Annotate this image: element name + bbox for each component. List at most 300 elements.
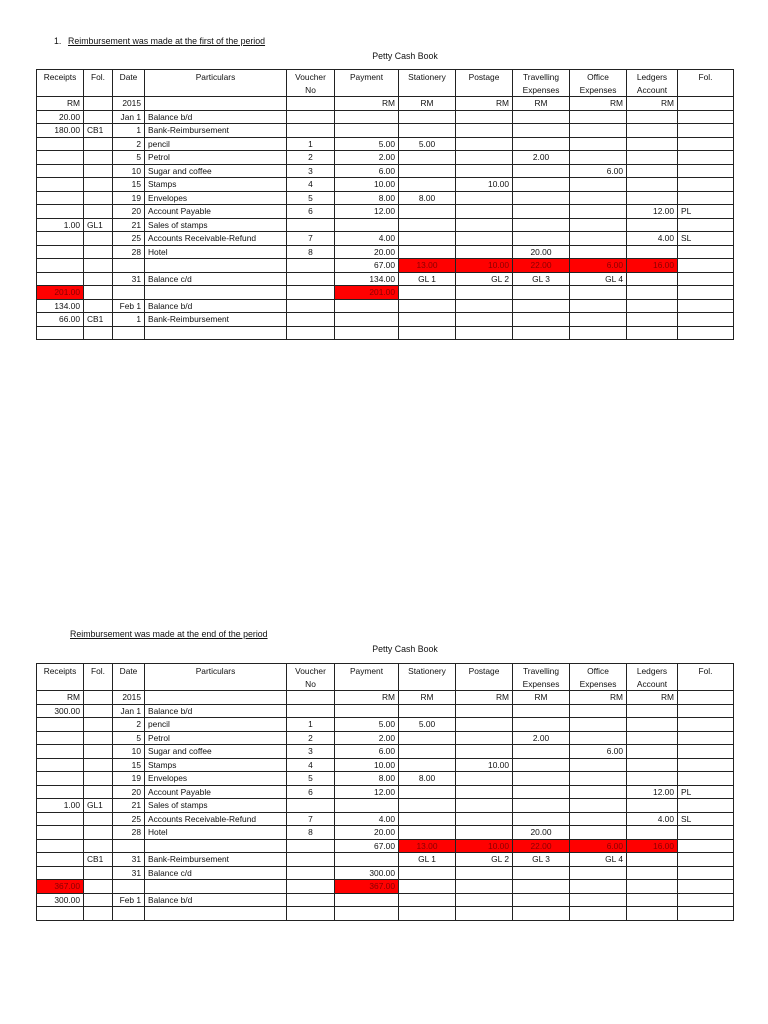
- cell-travelling-expenses: [513, 137, 570, 151]
- cell-payment: 8.00: [335, 191, 399, 205]
- cell-postage: [456, 785, 513, 799]
- cell-date: 21: [113, 218, 145, 232]
- cell-receipts: [37, 866, 84, 880]
- table-row: [37, 164, 734, 178]
- cell-voucher-no: 5: [287, 191, 335, 205]
- section-1-title: Petty Cash Book: [372, 51, 438, 61]
- cell-receipts: 1.00: [37, 218, 84, 232]
- cell-payment: RM: [335, 691, 399, 705]
- cell-particulars: pencil: [145, 137, 287, 151]
- cell-fol: [84, 259, 113, 273]
- cell-date: 19: [113, 772, 145, 786]
- cell-ledgers-account: [627, 124, 678, 138]
- cell-office-expenses: [570, 124, 627, 138]
- table-row: [37, 799, 734, 813]
- header-stationery: Stationery: [399, 70, 456, 97]
- cell-date: 15: [113, 758, 145, 772]
- cell-stationery: [399, 799, 456, 813]
- cell-fol-2: [678, 286, 734, 300]
- cell-date: 25: [113, 232, 145, 246]
- cell-particulars: Bank-Reimbursement: [145, 313, 287, 327]
- cell-fol: [84, 232, 113, 246]
- cell-travelling-expenses: GL 3: [513, 272, 570, 286]
- cell-postage: RM: [456, 97, 513, 111]
- cell-payment: [335, 124, 399, 138]
- cell-date: [113, 286, 145, 300]
- cell-postage: [456, 866, 513, 880]
- cell-stationery: GL 1: [399, 853, 456, 867]
- cell-postage: 10.00: [456, 839, 513, 853]
- cell-payment: 6.00: [335, 164, 399, 178]
- header-office-expenses: Office Expenses: [570, 70, 627, 97]
- cell-postage: [456, 124, 513, 138]
- cell-postage: [456, 893, 513, 907]
- cell-stationery: [399, 731, 456, 745]
- header-travelling-expenses: Travelling Expenses: [513, 70, 570, 97]
- cell-office-expenses: 6.00: [570, 839, 627, 853]
- cell-postage: 10.00: [456, 758, 513, 772]
- cell-fol: [84, 245, 113, 259]
- cell-voucher-no: 4: [287, 178, 335, 192]
- cell-postage: [456, 299, 513, 313]
- cell-voucher-no: 6: [287, 785, 335, 799]
- cell-travelling-expenses: [513, 110, 570, 124]
- petty-cash-table-2: [36, 663, 734, 921]
- cell-fol-2: [678, 164, 734, 178]
- table-row: [37, 853, 734, 867]
- cell-office-expenses: [570, 772, 627, 786]
- cell-payment: [335, 853, 399, 867]
- cell-voucher-no: 7: [287, 812, 335, 826]
- cell-date: 2015: [113, 97, 145, 111]
- header-ledgers-account: Ledgers Account: [627, 664, 678, 691]
- cell-postage: [456, 151, 513, 165]
- cell-particulars: Balance c/d: [145, 272, 287, 286]
- section-1-heading-text: Reimbursement was made at the first of the period: [68, 36, 266, 46]
- cell-payment: [335, 313, 399, 327]
- cell-receipts: 367.00: [37, 880, 84, 894]
- cell-fol-2: PL: [678, 785, 734, 799]
- cell-particulars: [145, 907, 287, 921]
- cell-stationery: 13.00: [399, 259, 456, 273]
- cell-voucher-no: 3: [287, 745, 335, 759]
- cell-office-expenses: [570, 326, 627, 340]
- cell-ledgers-account: [627, 799, 678, 813]
- cell-date: Feb 1: [113, 893, 145, 907]
- cell-ledgers-account: [627, 286, 678, 300]
- table-row: [37, 205, 734, 219]
- cell-fol-2: [678, 259, 734, 273]
- cell-stationery: [399, 205, 456, 219]
- cell-postage: [456, 326, 513, 340]
- cell-ledgers-account: [627, 853, 678, 867]
- cell-stationery: 8.00: [399, 772, 456, 786]
- cell-postage: [456, 313, 513, 327]
- cell-fol: [84, 907, 113, 921]
- table-row: [37, 272, 734, 286]
- table-row: [37, 718, 734, 732]
- cell-travelling-expenses: 20.00: [513, 245, 570, 259]
- cell-receipts: [37, 731, 84, 745]
- cell-receipts: [37, 785, 84, 799]
- cell-office-expenses: [570, 232, 627, 246]
- cell-voucher-no: 7: [287, 232, 335, 246]
- cell-office-expenses: [570, 245, 627, 259]
- table-row: [37, 893, 734, 907]
- table-row: [37, 151, 734, 165]
- cell-office-expenses: [570, 137, 627, 151]
- cell-stationery: [399, 151, 456, 165]
- cell-travelling-expenses: [513, 286, 570, 300]
- table-row: [37, 137, 734, 151]
- cell-date: 10: [113, 745, 145, 759]
- cell-payment: 134.00: [335, 272, 399, 286]
- cell-fol-2: [678, 97, 734, 111]
- cell-particulars: [145, 880, 287, 894]
- header-particulars: Particulars: [145, 664, 287, 691]
- cell-postage: [456, 799, 513, 813]
- cell-fol: [84, 785, 113, 799]
- cell-travelling-expenses: RM: [513, 97, 570, 111]
- cell-travelling-expenses: [513, 907, 570, 921]
- header-date: Date: [113, 664, 145, 691]
- cell-travelling-expenses: [513, 218, 570, 232]
- cell-fol-2: SL: [678, 812, 734, 826]
- cell-postage: [456, 245, 513, 259]
- cell-ledgers-account: [627, 245, 678, 259]
- cell-ledgers-account: [627, 772, 678, 786]
- cell-postage: [456, 232, 513, 246]
- cell-date: Feb 1: [113, 299, 145, 313]
- cell-travelling-expenses: [513, 772, 570, 786]
- cell-payment: 6.00: [335, 745, 399, 759]
- cell-date: 5: [113, 151, 145, 165]
- cell-stationery: [399, 313, 456, 327]
- cell-office-expenses: [570, 110, 627, 124]
- table-row: [37, 745, 734, 759]
- cell-fol: [84, 110, 113, 124]
- cell-receipts: 134.00: [37, 299, 84, 313]
- cell-travelling-expenses: [513, 866, 570, 880]
- cell-postage: [456, 745, 513, 759]
- cell-travelling-expenses: [513, 164, 570, 178]
- cell-receipts: 201.00: [37, 286, 84, 300]
- cell-travelling-expenses: [513, 124, 570, 138]
- cell-particulars: Balance b/d: [145, 110, 287, 124]
- table-row: [37, 299, 734, 313]
- cell-postage: [456, 704, 513, 718]
- cell-receipts: 1.00: [37, 799, 84, 813]
- cell-date: [113, 259, 145, 273]
- cell-travelling-expenses: RM: [513, 691, 570, 705]
- cell-fol: CB1: [84, 124, 113, 138]
- header-receipts: Receipts: [37, 664, 84, 691]
- cell-postage: [456, 137, 513, 151]
- cell-particulars: [145, 286, 287, 300]
- section-2-heading: [70, 629, 268, 639]
- cell-payment: RM: [335, 97, 399, 111]
- cell-date: 20: [113, 205, 145, 219]
- cell-fol: [84, 704, 113, 718]
- cell-fol-2: [678, 799, 734, 813]
- cell-voucher-no: 8: [287, 245, 335, 259]
- header-ledgers-account: Ledgers Account: [627, 70, 678, 97]
- cell-voucher-no: [287, 313, 335, 327]
- cell-date: 31: [113, 866, 145, 880]
- cell-particulars: Stamps: [145, 178, 287, 192]
- cell-particulars: pencil: [145, 718, 287, 732]
- cell-ledgers-account: 4.00: [627, 812, 678, 826]
- cell-date: 2015: [113, 691, 145, 705]
- cell-payment: [335, 218, 399, 232]
- cell-office-expenses: [570, 299, 627, 313]
- cell-receipts: [37, 205, 84, 219]
- table-row: [37, 826, 734, 840]
- table-row: [37, 866, 734, 880]
- cell-fol: [84, 893, 113, 907]
- cell-payment: 8.00: [335, 772, 399, 786]
- cell-particulars: [145, 97, 287, 111]
- cell-voucher-no: [287, 124, 335, 138]
- cell-fol-2: [678, 880, 734, 894]
- table-row: [37, 218, 734, 232]
- header-postage: Postage: [456, 664, 513, 691]
- cell-particulars: [145, 326, 287, 340]
- cell-fol-2: [678, 704, 734, 718]
- table-row: [37, 232, 734, 246]
- cell-payment: [335, 110, 399, 124]
- cell-particulars: Hotel: [145, 245, 287, 259]
- cell-receipts: [37, 137, 84, 151]
- cell-receipts: [37, 826, 84, 840]
- cell-fol: [84, 286, 113, 300]
- cell-fol: [84, 758, 113, 772]
- cell-particulars: Account Payable: [145, 205, 287, 219]
- cell-postage: RM: [456, 691, 513, 705]
- cell-travelling-expenses: 2.00: [513, 151, 570, 165]
- table-row: [37, 326, 734, 340]
- cell-receipts: [37, 232, 84, 246]
- cell-postage: [456, 286, 513, 300]
- cell-stationery: [399, 826, 456, 840]
- cell-particulars: Bank-Reimbursement: [145, 853, 287, 867]
- cell-voucher-no: [287, 272, 335, 286]
- cell-payment: 201.00: [335, 286, 399, 300]
- cell-particulars: Petrol: [145, 731, 287, 745]
- cell-fol: [84, 137, 113, 151]
- cell-fol-2: [678, 691, 734, 705]
- cell-voucher-no: [287, 704, 335, 718]
- table-row: [37, 812, 734, 826]
- cell-stationery: RM: [399, 691, 456, 705]
- cell-postage: [456, 110, 513, 124]
- cell-payment: 4.00: [335, 232, 399, 246]
- cell-ledgers-account: RM: [627, 691, 678, 705]
- cell-fol-2: [678, 272, 734, 286]
- cell-date: 20: [113, 785, 145, 799]
- header-travelling-expenses: Travelling Expenses: [513, 664, 570, 691]
- cell-ledgers-account: [627, 313, 678, 327]
- table-row: [37, 839, 734, 853]
- cell-receipts: [37, 907, 84, 921]
- table-row: [37, 691, 734, 705]
- cell-fol: [84, 205, 113, 219]
- cell-fol: [84, 164, 113, 178]
- cell-fol: [84, 731, 113, 745]
- cell-payment: 2.00: [335, 151, 399, 165]
- cell-payment: 367.00: [335, 880, 399, 894]
- cell-date: 31: [113, 853, 145, 867]
- cell-postage: GL 2: [456, 272, 513, 286]
- cell-stationery: [399, 880, 456, 894]
- cell-date: Jan 1: [113, 704, 145, 718]
- cell-stationery: 5.00: [399, 137, 456, 151]
- cell-fol-2: [678, 866, 734, 880]
- header-row: [37, 70, 734, 97]
- cell-fol-2: [678, 731, 734, 745]
- header-fol-2: Fol.: [678, 664, 734, 691]
- cell-fol: [84, 880, 113, 894]
- cell-postage: 10.00: [456, 259, 513, 273]
- cell-voucher-no: [287, 839, 335, 853]
- cell-postage: [456, 191, 513, 205]
- cell-payment: [335, 299, 399, 313]
- cell-ledgers-account: [627, 110, 678, 124]
- cell-travelling-expenses: [513, 178, 570, 192]
- cell-office-expenses: [570, 826, 627, 840]
- cell-particulars: Balance b/d: [145, 893, 287, 907]
- cell-fol-2: [678, 326, 734, 340]
- cell-ledgers-account: [627, 758, 678, 772]
- cell-office-expenses: [570, 313, 627, 327]
- cell-postage: [456, 880, 513, 894]
- cell-office-expenses: [570, 731, 627, 745]
- cell-voucher-no: 5: [287, 772, 335, 786]
- cell-stationery: 5.00: [399, 718, 456, 732]
- cell-receipts: [37, 272, 84, 286]
- cell-postage: GL 2: [456, 853, 513, 867]
- cell-receipts: [37, 853, 84, 867]
- cell-office-expenses: GL 4: [570, 272, 627, 286]
- cell-payment: 12.00: [335, 205, 399, 219]
- table-row: [37, 124, 734, 138]
- cell-stationery: [399, 704, 456, 718]
- cell-fol: [84, 326, 113, 340]
- cell-receipts: [37, 178, 84, 192]
- cell-fol-2: [678, 299, 734, 313]
- cell-voucher-no: 6: [287, 205, 335, 219]
- cell-voucher-no: 3: [287, 164, 335, 178]
- cell-travelling-expenses: [513, 205, 570, 219]
- cell-voucher-no: [287, 880, 335, 894]
- cell-fol: GL1: [84, 218, 113, 232]
- cell-office-expenses: [570, 704, 627, 718]
- cell-date: 1: [113, 313, 145, 327]
- cell-voucher-no: [287, 799, 335, 813]
- cell-receipts: 20.00: [37, 110, 84, 124]
- cell-ledgers-account: RM: [627, 97, 678, 111]
- cell-travelling-expenses: 20.00: [513, 826, 570, 840]
- cell-travelling-expenses: 22.00: [513, 839, 570, 853]
- cell-date: [113, 907, 145, 921]
- cell-voucher-no: [287, 326, 335, 340]
- cell-voucher-no: [287, 691, 335, 705]
- cell-fol: [84, 718, 113, 732]
- cell-voucher-no: 1: [287, 718, 335, 732]
- cell-stationery: [399, 245, 456, 259]
- cell-ledgers-account: [627, 826, 678, 840]
- table-row: [37, 758, 734, 772]
- cell-stationery: [399, 866, 456, 880]
- cell-particulars: Bank-Reimbursement: [145, 124, 287, 138]
- header-office-expenses: Office Expenses: [570, 664, 627, 691]
- cell-voucher-no: 8: [287, 826, 335, 840]
- cell-fol: [84, 866, 113, 880]
- cell-postage: [456, 826, 513, 840]
- cell-office-expenses: GL 4: [570, 853, 627, 867]
- cell-fol-2: [678, 124, 734, 138]
- cell-fol-2: [678, 893, 734, 907]
- cell-office-expenses: RM: [570, 691, 627, 705]
- cell-fol-2: [678, 907, 734, 921]
- cell-date: 2: [113, 718, 145, 732]
- cell-postage: [456, 718, 513, 732]
- cell-date: [113, 880, 145, 894]
- cell-stationery: [399, 110, 456, 124]
- cell-voucher-no: [287, 299, 335, 313]
- table-row: [37, 178, 734, 192]
- cell-particulars: Sales of stamps: [145, 218, 287, 232]
- cell-voucher-no: 2: [287, 731, 335, 745]
- cell-fol: CB1: [84, 853, 113, 867]
- cell-fol-2: [678, 313, 734, 327]
- cell-office-expenses: 6.00: [570, 259, 627, 273]
- cell-ledgers-account: [627, 164, 678, 178]
- cell-postage: [456, 218, 513, 232]
- cell-receipts: [37, 191, 84, 205]
- cell-voucher-no: 2: [287, 151, 335, 165]
- cell-date: 21: [113, 799, 145, 813]
- cell-postage: [456, 772, 513, 786]
- cell-fol-2: [678, 758, 734, 772]
- cell-office-expenses: [570, 286, 627, 300]
- cell-receipts: [37, 812, 84, 826]
- cell-stationery: 13.00: [399, 839, 456, 853]
- cell-voucher-no: [287, 259, 335, 273]
- cell-payment: [335, 704, 399, 718]
- cell-office-expenses: [570, 758, 627, 772]
- cell-travelling-expenses: 22.00: [513, 259, 570, 273]
- table-row: [37, 704, 734, 718]
- table-row: [37, 785, 734, 799]
- cell-particulars: Account Payable: [145, 785, 287, 799]
- cell-fol-2: [678, 826, 734, 840]
- cell-fol-2: PL: [678, 205, 734, 219]
- cell-fol-2: [678, 151, 734, 165]
- cell-receipts: [37, 245, 84, 259]
- cell-office-expenses: [570, 785, 627, 799]
- cell-ledgers-account: [627, 326, 678, 340]
- header-fol: Fol.: [84, 664, 113, 691]
- cell-voucher-no: [287, 853, 335, 867]
- cell-ledgers-account: [627, 704, 678, 718]
- cell-particulars: Hotel: [145, 826, 287, 840]
- cell-date: 15: [113, 178, 145, 192]
- cell-stationery: [399, 758, 456, 772]
- header-receipts: Receipts: [37, 70, 84, 97]
- cell-stationery: GL 1: [399, 272, 456, 286]
- cell-travelling-expenses: [513, 191, 570, 205]
